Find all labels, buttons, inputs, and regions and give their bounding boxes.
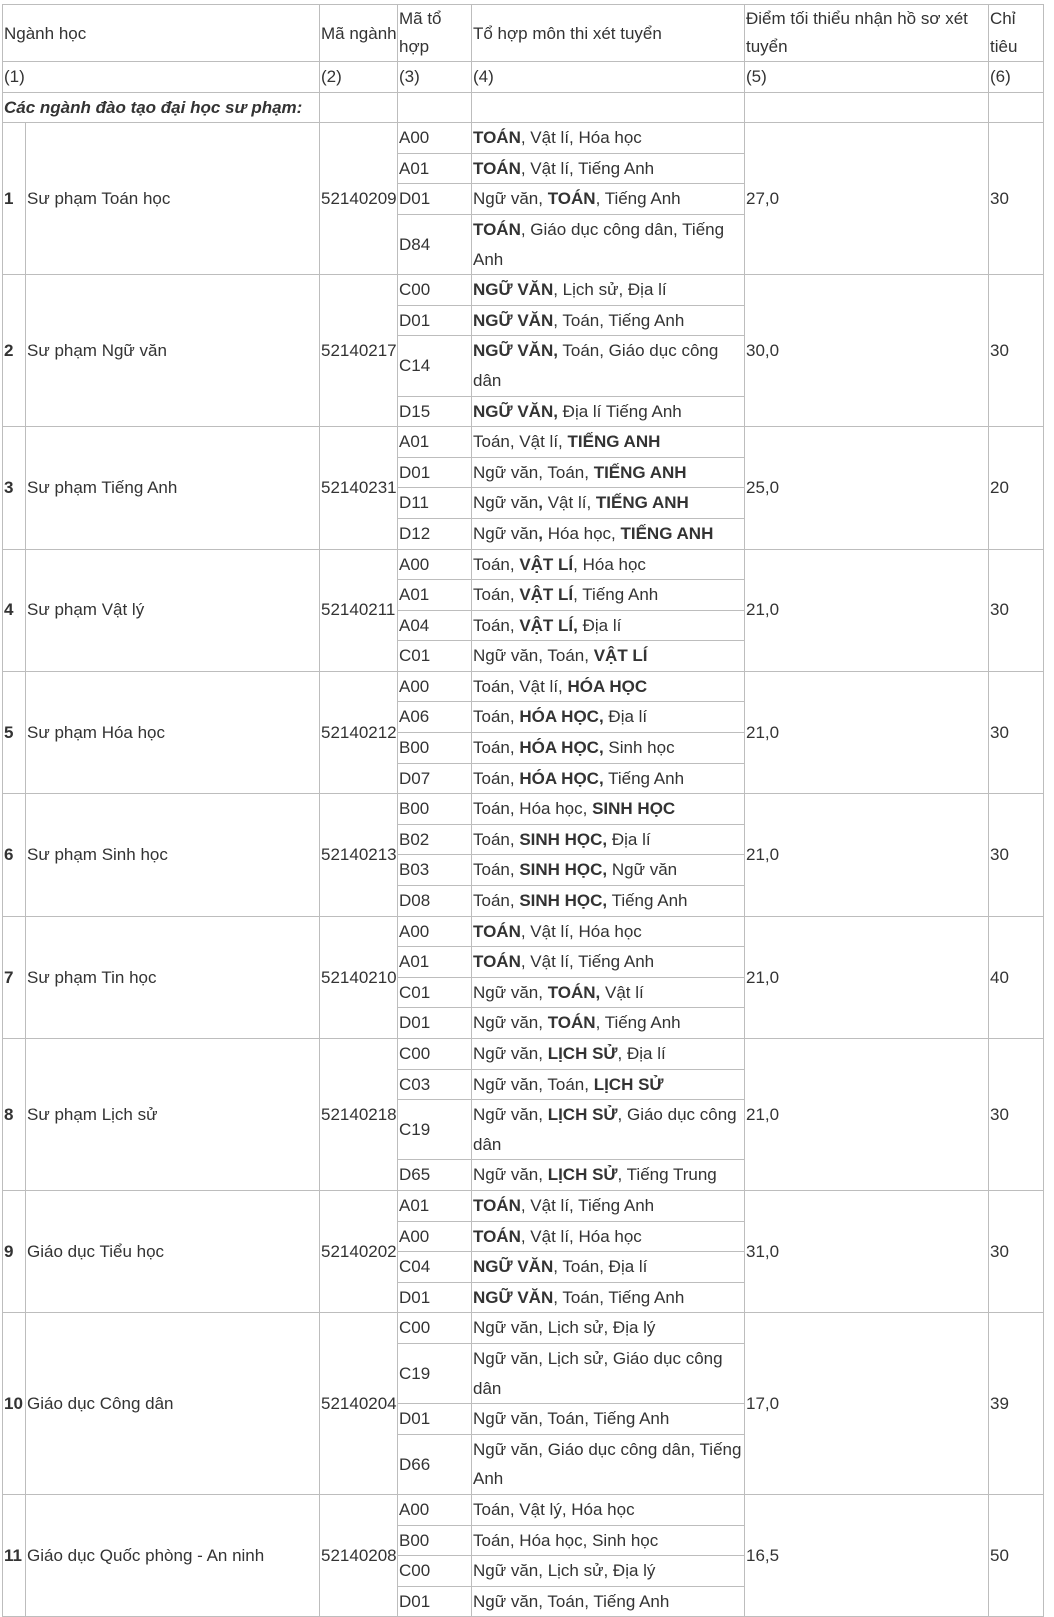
- combo-subjects: [472, 977, 745, 1008]
- combo-subjects: [472, 1069, 745, 1100]
- major-name: Sư phạm Tin học: [26, 916, 320, 1038]
- min-score: 31,0: [745, 1190, 989, 1312]
- subject-text: , Tiếng Trung: [617, 1165, 717, 1185]
- major-code: 52140231: [320, 427, 398, 549]
- subject-text: , Vật lí, Hóa học: [520, 128, 642, 148]
- subject-text: Ngữ văn, Toán,: [473, 1074, 594, 1094]
- major-number: 3: [3, 427, 26, 549]
- group-title: Các ngành đào tạo đại học sư phạm:: [3, 92, 320, 123]
- subject-text: , Vật lí, Tiếng Anh: [520, 158, 655, 178]
- header-quota: Chỉ tiêu: [989, 5, 1044, 62]
- combo-code: A01: [398, 1190, 472, 1221]
- min-score: 25,0: [745, 427, 989, 549]
- combo-subjects: [472, 886, 745, 917]
- subject-emphasis: HÓA HỌC,: [519, 707, 604, 727]
- combo-subjects: [472, 824, 745, 855]
- subject-emphasis: NGỮ VĂN,: [473, 401, 558, 421]
- major-name: Sư phạm Hóa học: [26, 671, 320, 793]
- quota: 30: [989, 123, 1044, 275]
- combo-row: [3, 275, 1044, 306]
- combo-code: D08: [398, 886, 472, 917]
- subject-text: Toán,: [473, 860, 520, 880]
- subject-emphasis: HÓA HỌC,: [519, 768, 604, 788]
- combo-subjects: [472, 702, 745, 733]
- combo-subjects: [472, 275, 745, 306]
- combo-code: D01: [398, 1008, 472, 1039]
- major-name: Sư phạm Vật lý: [26, 549, 320, 671]
- quota: 30: [989, 1190, 1044, 1312]
- subject-text: Ngữ văn, Toán,: [473, 646, 594, 666]
- empty-cell: [320, 92, 398, 123]
- combo-subjects: [472, 549, 745, 580]
- combo-code: A00: [398, 671, 472, 702]
- subject-emphasis: LỊCH SỬ: [547, 1105, 618, 1125]
- combo-subjects: [472, 1039, 745, 1070]
- combo-subjects: [472, 1494, 745, 1525]
- subject-emphasis: NGỮ VĂN: [473, 280, 554, 300]
- min-score: 30,0: [745, 275, 989, 427]
- subject-emphasis: SINH HỌC: [592, 799, 676, 819]
- empty-cell: [472, 92, 745, 123]
- quota: 39: [989, 1313, 1044, 1495]
- subject-text: Ngữ văn,: [473, 1105, 548, 1125]
- subject-emphasis: TOÁN: [547, 189, 596, 209]
- subject-text: , Tiếng Anh: [595, 189, 681, 209]
- header-combo-code: Mã tổ hợp: [398, 5, 472, 62]
- combo-subjects: [472, 1525, 745, 1556]
- column-number: (1): [3, 62, 320, 93]
- subject-text: Toán, Vật lí,: [473, 676, 568, 696]
- combo-row: [3, 123, 1044, 154]
- major-number: 9: [3, 1190, 26, 1312]
- subject-text: , Toán, Địa lí: [553, 1257, 648, 1277]
- group-row: [3, 92, 1044, 123]
- subject-text: Ngữ văn: [473, 523, 539, 543]
- column-number: (5): [745, 62, 989, 93]
- major-name: Giáo dục Công dân: [26, 1313, 320, 1495]
- quota: 20: [989, 427, 1044, 549]
- subject-emphasis: TOÁN: [473, 158, 521, 178]
- subject-emphasis: VẬT LÍ: [593, 646, 648, 666]
- combo-subjects: [472, 488, 745, 519]
- major-code: 52140208: [320, 1494, 398, 1616]
- subject-emphasis: HÓA HỌC,: [519, 738, 604, 758]
- subject-text: Toán,: [473, 554, 520, 574]
- subject-emphasis: LỊCH SỬ: [547, 1165, 618, 1185]
- combo-row: [3, 671, 1044, 702]
- combo-subjects: [472, 1221, 745, 1252]
- min-score: 21,0: [745, 916, 989, 1038]
- combo-row: [3, 794, 1044, 825]
- combo-subjects: [472, 153, 745, 184]
- combo-subjects: [472, 396, 745, 427]
- major-code: 52140209: [320, 123, 398, 275]
- combo-subjects: [472, 763, 745, 794]
- combo-code: B03: [398, 855, 472, 886]
- combo-code: D66: [398, 1434, 472, 1494]
- subject-text: Toán,: [473, 615, 520, 635]
- subject-text: , Tiếng Anh: [595, 1013, 681, 1033]
- subject-emphasis: NGỮ VĂN: [473, 1257, 554, 1277]
- header-row: [3, 5, 1044, 62]
- subject-text: Hóa học,: [542, 523, 621, 543]
- subject-text: Địa lí Tiếng Anh: [557, 401, 682, 421]
- combo-subjects: [472, 610, 745, 641]
- major-name: Sư phạm Ngữ văn: [26, 275, 320, 427]
- major-code: 52140202: [320, 1190, 398, 1312]
- combo-code: C01: [398, 641, 472, 672]
- subject-emphasis: VẬT LÍ: [519, 585, 574, 605]
- combo-code: A00: [398, 1221, 472, 1252]
- combo-subjects: [472, 641, 745, 672]
- combo-subjects: [472, 671, 745, 702]
- quota: 30: [989, 549, 1044, 671]
- combo-code: B00: [398, 733, 472, 764]
- subject-text: Tiếng Anh: [603, 768, 685, 788]
- combo-subjects: [472, 305, 745, 336]
- subject-text: Ngữ văn,: [473, 1165, 548, 1185]
- subject-text: , Lịch sử, Địa lí: [553, 280, 667, 300]
- subject-text: Toán, Hóa học, Sinh học: [473, 1530, 659, 1550]
- subject-emphasis: HÓA HỌC: [567, 676, 648, 696]
- combo-subjects: [472, 1343, 745, 1403]
- column-number-row: [3, 62, 1044, 93]
- combo-code: D01: [398, 1404, 472, 1435]
- major-code: 52140204: [320, 1313, 398, 1495]
- combo-code: D01: [398, 1586, 472, 1617]
- combo-subjects: [472, 916, 745, 947]
- column-number: (3): [398, 62, 472, 93]
- major-code: 52140213: [320, 794, 398, 916]
- combo-code: A00: [398, 123, 472, 154]
- subject-emphasis: ,: [538, 493, 543, 513]
- subject-emphasis: TOÁN: [547, 1013, 596, 1033]
- combo-subjects: [472, 947, 745, 978]
- combo-code: C03: [398, 1069, 472, 1100]
- major-number: 8: [3, 1039, 26, 1191]
- combo-code: D15: [398, 396, 472, 427]
- subject-text: , Địa lí: [617, 1044, 666, 1063]
- empty-cell: [745, 92, 989, 123]
- major-name: Giáo dục Tiểu học: [26, 1190, 320, 1312]
- major-name: Sư phạm Sinh học: [26, 794, 320, 916]
- major-code: 52140218: [320, 1039, 398, 1191]
- combo-subjects: [472, 518, 745, 549]
- subject-text: , Toán, Tiếng Anh: [553, 310, 685, 330]
- subject-emphasis: TOÁN: [473, 219, 521, 239]
- subject-text: Ngữ văn, Giáo dục công dân, Tiếng Anh: [473, 1439, 742, 1489]
- combo-subjects: [472, 1190, 745, 1221]
- min-score: 17,0: [745, 1313, 989, 1495]
- combo-code: A04: [398, 610, 472, 641]
- subject-text: Tiếng Anh: [607, 891, 688, 911]
- combo-code: D07: [398, 763, 472, 794]
- subject-emphasis: TOÁN: [473, 921, 521, 941]
- combo-subjects: [472, 1252, 745, 1283]
- subject-emphasis: TOÁN: [473, 128, 521, 148]
- empty-cell: [398, 92, 472, 123]
- quota: 30: [989, 275, 1044, 427]
- combo-code: D65: [398, 1160, 472, 1191]
- subject-text: Ngữ văn,: [473, 189, 548, 209]
- subject-emphasis: TOÁN: [473, 1226, 521, 1246]
- subject-text: Toán,: [473, 891, 520, 911]
- combo-code: C19: [398, 1343, 472, 1403]
- combo-subjects: [472, 855, 745, 886]
- subject-text: Toán,: [473, 768, 520, 788]
- subject-emphasis: NGỮ VĂN,: [473, 341, 558, 361]
- subject-text: Ngữ văn, Lịch sử, Địa lý: [473, 1318, 656, 1338]
- combo-row: [3, 1039, 1044, 1070]
- subject-text: Ngữ văn, Toán, Tiếng Anh: [473, 1591, 670, 1611]
- subject-text: Ngữ văn, Toán,: [473, 462, 594, 482]
- combo-subjects: [472, 580, 745, 611]
- combo-subjects: [472, 214, 745, 274]
- combo-subjects: [472, 733, 745, 764]
- min-score: 21,0: [745, 794, 989, 916]
- major-number: 4: [3, 549, 26, 671]
- subject-text: Địa lí: [577, 615, 622, 635]
- combo-row: [3, 1313, 1044, 1344]
- subject-text: Toán, Hóa học,: [473, 799, 593, 819]
- major-code: 52140210: [320, 916, 398, 1038]
- subject-text: , Vật lí, Hóa học: [520, 921, 642, 941]
- quota: 30: [989, 671, 1044, 793]
- min-score: 27,0: [745, 123, 989, 275]
- major-number: 6: [3, 794, 26, 916]
- subject-emphasis: TOÁN: [473, 1195, 521, 1215]
- combo-code: B00: [398, 794, 472, 825]
- major-number: 5: [3, 671, 26, 793]
- header-major: Ngành học: [3, 5, 320, 62]
- subject-text: Toán,: [473, 707, 520, 727]
- subject-emphasis: SINH HỌC,: [519, 829, 608, 849]
- combo-subjects: [472, 336, 745, 396]
- major-name: Sư phạm Lịch sử: [26, 1039, 320, 1191]
- combo-code: D01: [398, 457, 472, 488]
- admission-table-container: [2, 4, 1044, 1617]
- combo-subjects: [472, 1160, 745, 1191]
- subject-text: , Vật lí, Tiếng Anh: [520, 1195, 655, 1215]
- subject-text: Ngữ văn, Lịch sử, Địa lý: [473, 1561, 656, 1581]
- subject-text: , Vật lí, Tiếng Anh: [520, 952, 655, 972]
- combo-subjects: [472, 794, 745, 825]
- combo-code: A00: [398, 916, 472, 947]
- quota: 40: [989, 916, 1044, 1038]
- subject-emphasis: TIẾNG ANH: [593, 462, 687, 482]
- subject-emphasis: LỊCH SỬ: [547, 1044, 618, 1063]
- subject-text: Địa lí: [603, 707, 648, 727]
- combo-subjects: [472, 123, 745, 154]
- combo-subjects: [472, 1282, 745, 1313]
- combo-code: C14: [398, 336, 472, 396]
- major-code: 52140217: [320, 275, 398, 427]
- combo-code: C00: [398, 1556, 472, 1587]
- combo-code: D12: [398, 518, 472, 549]
- subject-text: , Vật lí, Hóa học: [520, 1226, 642, 1246]
- combo-code: D84: [398, 214, 472, 274]
- combo-code: C01: [398, 977, 472, 1008]
- subject-emphasis: VẬT LÍ: [519, 554, 574, 574]
- combo-row: [3, 549, 1044, 580]
- combo-code: C19: [398, 1100, 472, 1160]
- combo-code: B02: [398, 824, 472, 855]
- header-subjects: Tổ hợp môn thi xét tuyển: [472, 5, 745, 62]
- major-number: 2: [3, 275, 26, 427]
- major-name: Sư phạm Toán học: [26, 123, 320, 275]
- admission-table: [2, 4, 1044, 1617]
- combo-code: C00: [398, 275, 472, 306]
- major-number: 1: [3, 123, 26, 275]
- combo-code: A01: [398, 153, 472, 184]
- subject-text: Toán, Vật lí,: [473, 432, 568, 452]
- combo-row: [3, 916, 1044, 947]
- combo-code: D01: [398, 1282, 472, 1313]
- combo-code: A01: [398, 580, 472, 611]
- subject-text: Ngữ văn,: [473, 1013, 548, 1033]
- combo-subjects: [472, 1008, 745, 1039]
- column-number: (4): [472, 62, 745, 93]
- quota: 50: [989, 1494, 1044, 1616]
- subject-emphasis: NGỮ VĂN: [473, 310, 554, 330]
- combo-subjects: [472, 184, 745, 215]
- combo-subjects: [472, 1556, 745, 1587]
- combo-subjects: [472, 457, 745, 488]
- combo-subjects: [472, 1586, 745, 1617]
- combo-subjects: [472, 1404, 745, 1435]
- combo-code: A00: [398, 549, 472, 580]
- subject-emphasis: SINH HỌC,: [519, 891, 608, 911]
- subject-text: Ngữ văn: [473, 493, 539, 513]
- combo-row: [3, 1190, 1044, 1221]
- header-major-code: Mã ngành: [320, 5, 398, 62]
- subject-text: , Tiếng Anh: [573, 585, 659, 605]
- combo-code: D01: [398, 184, 472, 215]
- subject-text: Toán, Giáo dục công dân: [473, 341, 719, 390]
- combo-code: B00: [398, 1525, 472, 1556]
- subject-text: , Toán, Tiếng Anh: [553, 1287, 685, 1307]
- quota: 30: [989, 794, 1044, 916]
- combo-row: [3, 1494, 1044, 1525]
- quota: 30: [989, 1039, 1044, 1191]
- subject-emphasis: TIẾNG ANH: [620, 523, 714, 543]
- min-score: 21,0: [745, 549, 989, 671]
- column-number: (6): [989, 62, 1044, 93]
- combo-code: C00: [398, 1313, 472, 1344]
- subject-text: Sinh học: [603, 738, 675, 758]
- subject-emphasis: VẬT LÍ,: [519, 615, 578, 635]
- subject-emphasis: TIẾNG ANH: [595, 493, 689, 513]
- header-min-score: Điểm tối thiểu nhận hồ sơ xét tuyển: [745, 5, 989, 62]
- major-number: 11: [3, 1494, 26, 1616]
- subject-text: , Hóa học: [573, 554, 646, 574]
- subject-emphasis: TIẾNG ANH: [567, 432, 661, 452]
- subject-emphasis: LỊCH SỬ: [593, 1074, 664, 1094]
- combo-code: C04: [398, 1252, 472, 1283]
- major-number: 10: [3, 1313, 26, 1495]
- combo-code: C00: [398, 1039, 472, 1070]
- subject-text: Ngữ văn,: [473, 982, 548, 1002]
- subject-text: , Giáo dục công dân, Tiếng Anh: [473, 219, 725, 269]
- subject-text: Toán,: [473, 738, 520, 758]
- subject-text: Toán,: [473, 585, 520, 605]
- empty-cell: [989, 92, 1044, 123]
- major-code: 52140211: [320, 549, 398, 671]
- subject-text: Toán,: [473, 829, 520, 849]
- combo-subjects: [472, 1434, 745, 1494]
- subject-text: Địa lí: [607, 829, 651, 849]
- major-name: Sư phạm Tiếng Anh: [26, 427, 320, 549]
- subject-emphasis: TOÁN: [473, 952, 521, 972]
- min-score: 16,5: [745, 1494, 989, 1616]
- major-code: 52140212: [320, 671, 398, 793]
- subject-emphasis: ,: [538, 523, 543, 543]
- column-number: (2): [320, 62, 398, 93]
- subject-emphasis: TOÁN,: [547, 982, 601, 1002]
- subject-text: Ngữ văn: [607, 860, 678, 880]
- subject-text: , Giáo dục công dân: [473, 1105, 737, 1154]
- combo-code: A06: [398, 702, 472, 733]
- combo-subjects: [472, 427, 745, 458]
- subject-text: Vật lí: [600, 982, 644, 1002]
- major-number: 7: [3, 916, 26, 1038]
- combo-code: A00: [398, 1494, 472, 1525]
- subject-text: Ngữ văn,: [473, 1044, 548, 1063]
- min-score: 21,0: [745, 671, 989, 793]
- subject-emphasis: SINH HỌC,: [519, 860, 608, 880]
- combo-code: A01: [398, 947, 472, 978]
- combo-code: D01: [398, 305, 472, 336]
- subject-emphasis: NGỮ VĂN: [473, 1287, 554, 1307]
- min-score: 21,0: [745, 1039, 989, 1191]
- subject-text: Ngữ văn, Lịch sử, Giáo dục công dân: [473, 1348, 723, 1398]
- subject-text: Ngữ văn, Toán, Tiếng Anh: [473, 1409, 670, 1429]
- combo-code: D11: [398, 488, 472, 519]
- combo-row: [3, 427, 1044, 458]
- subject-text: Toán, Vật lý, Hóa học: [473, 1499, 635, 1519]
- combo-subjects: [472, 1313, 745, 1344]
- combo-code: A01: [398, 427, 472, 458]
- major-name: Giáo dục Quốc phòng - An ninh: [26, 1494, 320, 1616]
- subject-text: Vật lí,: [542, 493, 596, 513]
- combo-subjects: [472, 1100, 745, 1160]
